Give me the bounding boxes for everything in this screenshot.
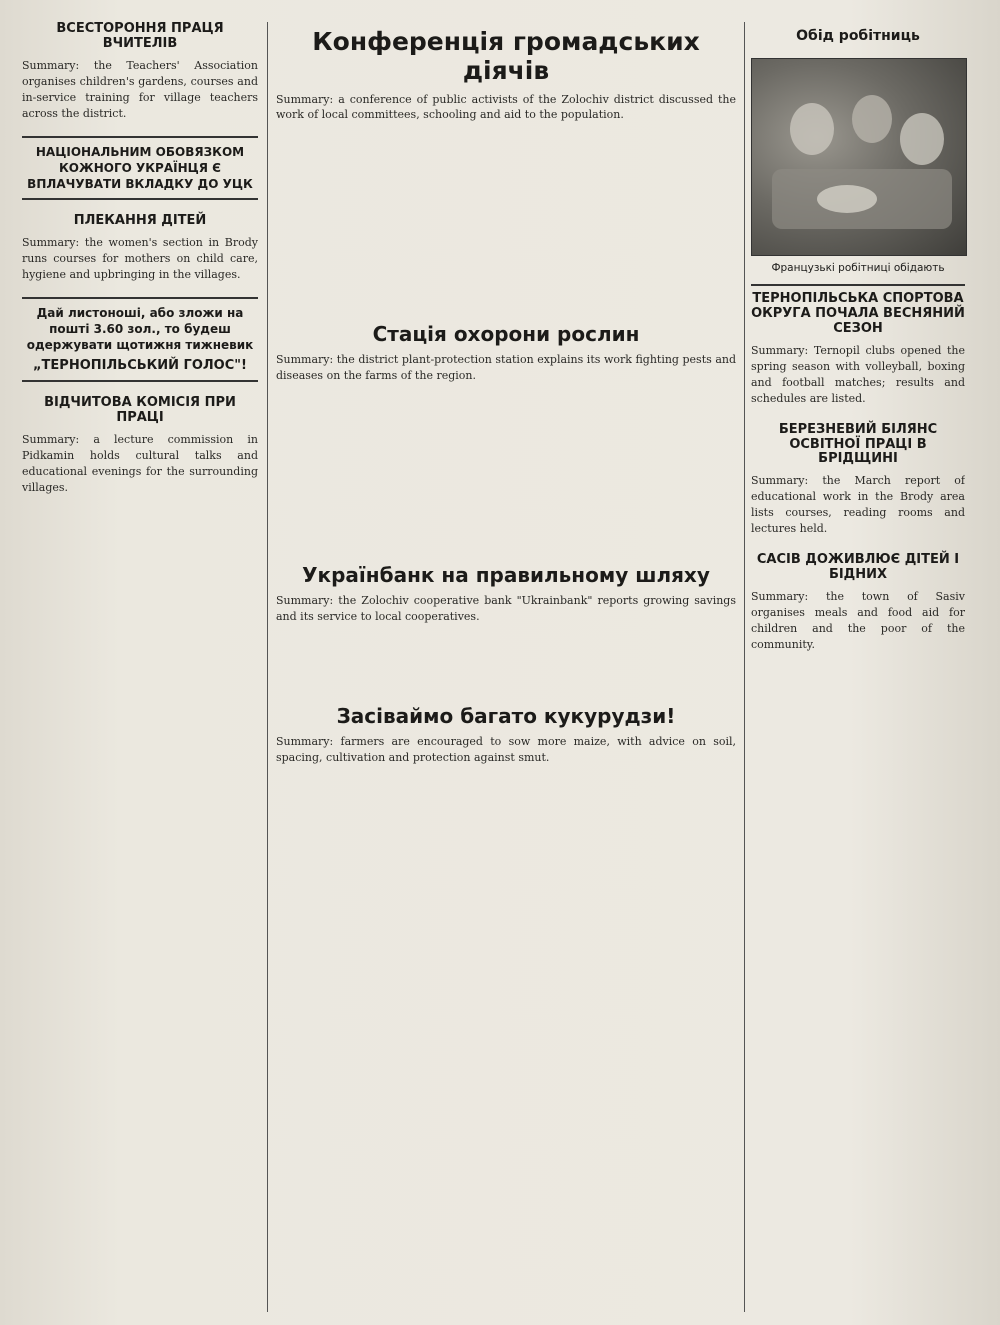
- article-headline: Стація охорони рослин: [372, 322, 640, 347]
- left-column: [22, 22, 258, 1312]
- article-summary: Summary: the district plant-protection station explains its work fighting pests and diseases on the farms of the region.: [276, 353, 736, 383]
- article-summary: Summary: farmers are encouraged to sow more maize, with advice on soil, spacing, cultivation and protection against smut.: [276, 735, 736, 765]
- workers-photo: [751, 58, 967, 256]
- article-summary: Summary: the Teachers' Association organises children's gardens, courses and in-service training for village teachers across the district.: [22, 58, 258, 120]
- photo-heading-wrap: [751, 28, 965, 52]
- photo-heading: Обід робітниць: [796, 28, 920, 44]
- article-headline: ПЛЕКАННЯ ДІТЕЙ: [73, 213, 207, 229]
- article-summary: Summary: a lecture commission in Pidkamin holds cultural talks and educational evenings for the surrounding villages.: [22, 432, 258, 494]
- article-headline: ВІДЧИТОВА КОМІСІЯ ПРИ ПРАЦІ: [44, 395, 236, 425]
- article-headline: БЕРЕЗНЕВИЙ БІЛЯНС ОСВІТНОЇ ПРАЦІ В БРІДЩИНІ: [778, 421, 938, 467]
- article-summary: Summary: the women's section in Brody runs courses for mothers on child care, hygiene and upbringing in the villages.: [22, 236, 258, 281]
- article-headline: Українбанк на правильному шляху: [302, 563, 710, 588]
- article-headline: САСІВ ДОЖИВЛЮЄ ДІТЕЙ І БІДНИХ: [756, 552, 960, 583]
- main-headline: Конференція громадських діячів: [312, 28, 700, 85]
- photo-caption: Французькі робітниці обідають: [771, 262, 945, 274]
- article-summary: Summary: the town of Sasiv organises meals and food aid for children and the poor of the community.: [751, 590, 965, 651]
- column-divider: [744, 22, 745, 1312]
- article-headline: ВСЕСТОРОННЯ ПРАЦЯ ВЧИТЕЛІВ: [56, 22, 224, 51]
- uck-banner: НАЦІОНАЛЬНИМ ОБОВЯЗКОМ КОЖНОГО УКРАЇНЦЯ Є ВПЛАЧУВАТИ ВКЛАДКУ ДО УЦК: [22, 136, 258, 201]
- workers-photo-illustration: [752, 59, 966, 255]
- subscription-title: „ТЕРНОПІЛЬСЬКИЙ ГОЛОС"!: [33, 357, 247, 373]
- article-headline: ТЕРНОПІЛЬСЬКА СПОРТОВА ОКРУГА ПОЧАЛА ВЕСНЯНИЙ СЕЗОН: [751, 291, 965, 336]
- article-summary: Summary: the Zolochiv cooperative bank "Ukrainbank" reports growing savings and its service to local cooperatives.: [276, 594, 736, 624]
- center-column: [276, 28, 736, 1313]
- article-headline: Засіваймо багато кукурудзи!: [336, 704, 676, 729]
- column-divider: [267, 22, 268, 1312]
- right-column: [751, 284, 965, 1312]
- article-summary: Summary: Ternopil clubs opened the spring season with volleyball, boxing and football matches; results and schedules are listed.: [751, 343, 965, 405]
- article-summary: Summary: the March report of educational work in the Brody area lists courses, reading rooms and lectures held.: [751, 474, 965, 536]
- subscription-text: Дай листоноші, або зложи на пошті 3.60 зол., то будеш одержувати щотижня тижневик: [26, 305, 254, 353]
- section-rule: [751, 284, 965, 286]
- subscription-banner: [22, 297, 258, 382]
- article-summary: Summary: a conference of public activists of the Zolochiv district discussed the work of local committees, schooling and aid to the population.: [276, 92, 736, 122]
